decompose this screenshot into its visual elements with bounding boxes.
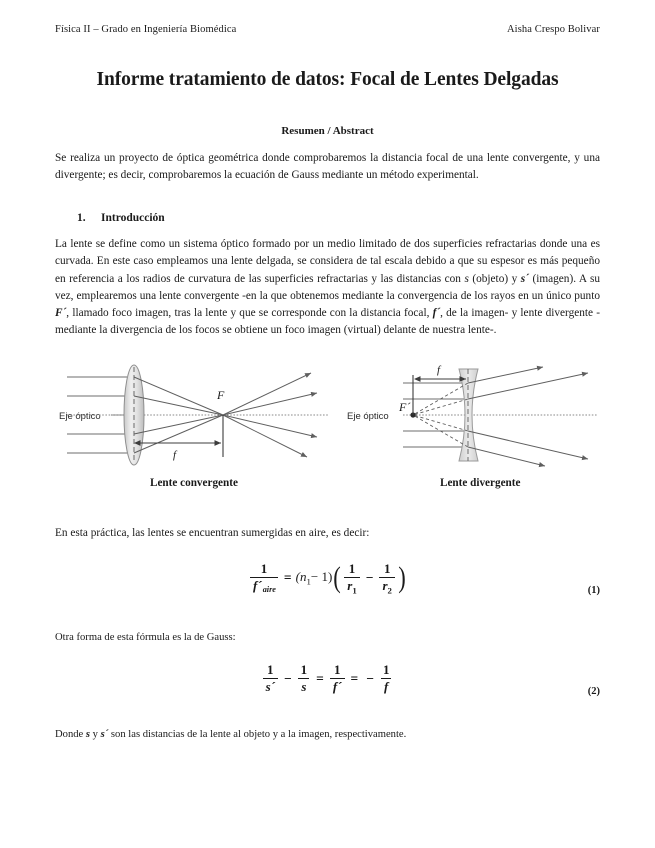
eq2-c-den: f´: [332, 679, 342, 695]
eq1-term2-fraction: $\frac{1}{r_2}$: [379, 561, 394, 596]
intro-text-2: (objeto) y: [468, 272, 521, 285]
virtual-ray-extensions: [413, 383, 468, 447]
equation2-lead: Otra forma de esta fórmula es la de Gauss:: [55, 632, 236, 644]
symbol-s-prime: s´: [520, 272, 529, 285]
closing-text-2: y: [90, 729, 101, 741]
symbol-f-prime: f´: [432, 306, 441, 319]
eq2-a-den: s´: [265, 679, 275, 695]
eq2-negative-sign: −: [366, 670, 374, 686]
symbol-s: s: [464, 272, 469, 285]
figure-convergent-lens: [55, 361, 333, 471]
eq2-term-c: $\frac{1}{f´}$: [330, 662, 345, 695]
eq2-term-d: $\frac{1}{f}$: [382, 662, 390, 695]
section-number: 1.: [77, 212, 86, 225]
closing-note: [55, 729, 600, 740]
abstract-body: Se realiza un proyecto de óptica geométrica donde comprobaremos la distancia focal de una lente convergente, y una divergente; es decir, comprobaremos la ecuación de Gauss mediante un método experimental.: [55, 152, 600, 182]
outgoing-rays-right: [468, 367, 588, 466]
eq2-equals-2: =: [350, 670, 359, 686]
eq2-d-den: f: [384, 679, 389, 695]
intro-text-5: , de la imagen- y lente divergente -mediante la divergencia de los focos se obtiene un foco imagen (virtual) delante de nuestra lente-.: [55, 306, 600, 337]
section-heading-introduccion: [77, 212, 600, 224]
eq2-equals-1: =: [316, 670, 324, 686]
equation1-row: [55, 560, 600, 602]
focus-label-right: F´: [399, 400, 411, 415]
introduction-paragraph: [55, 236, 600, 339]
eq1-factor-rest: − 1): [310, 569, 333, 585]
equation1-body: [55, 560, 600, 595]
intro-text-3: (imagen). A su vez, emplearemos una lente convergente -en la que obtenemos mediante la convergencia de los rayos en un único punto: [55, 272, 600, 302]
section-title: Introducción: [101, 212, 165, 225]
eq2-b-den: s: [301, 679, 307, 695]
closing-symbol-s: s: [85, 729, 91, 741]
eq2-term-a: $\frac{1}{s´}$: [263, 662, 278, 695]
focal-label-left: f: [173, 449, 177, 462]
caption-divergent: Lente divergente: [440, 477, 521, 490]
equation2-number: (2): [587, 686, 600, 698]
closing-symbol-s-prime: s´: [100, 729, 109, 741]
eq2-minus-1: −: [283, 670, 292, 686]
eq2-term-b: $\frac{1}{s}$: [298, 662, 311, 695]
eq1-minus: −: [365, 569, 374, 585]
eq1-lhs-den: f´: [253, 578, 262, 594]
eq1-lhs-fraction: $\frac{1}{\text{f´aire}}$: [250, 561, 278, 594]
intro-text-1: La lente se define como un sistema óptico formado por un medio limitado de dos superficies refractarias donde una es curvada. En este caso empleamos una lente delgada, se considera de tal escala debido a que su espesor es más pequeño en referencia a los radios de curvatura de las superficies refractarias y las distancias con: [55, 238, 600, 285]
figure-divergent-lens: [345, 361, 600, 471]
eq1-paren-open: (: [333, 561, 342, 595]
intro-text-4: , llamado foco imagen, tras la lente y que se corresponde con la distancia focal,: [66, 306, 433, 319]
axis-label-left: Eje óptico: [59, 411, 101, 423]
closing-text-1: Donde: [55, 729, 86, 741]
eq1-paren-close: ): [398, 561, 406, 595]
focal-label-right: f: [437, 364, 441, 377]
eq1-t2-den-sub: 2: [387, 585, 392, 596]
equation1-lead: En esta práctica, las lentes se encuentran sumergidas en aire, es decir:: [55, 527, 370, 540]
figure-group-lenses: [55, 361, 600, 471]
eq1-t1-den-sub: 1: [352, 585, 357, 596]
eq1-factor: (n: [295, 569, 307, 585]
running-header: [55, 0, 600, 35]
equation2-body: [55, 661, 600, 698]
eq1-lhs-den-sub: aire: [262, 585, 276, 595]
eq1-t1-den: r: [347, 577, 353, 593]
eq1-factor-sub: 1: [306, 576, 311, 587]
equation2-row: [55, 661, 600, 703]
page-title: Informe tratamiento de datos: Focal de Lentes Delgadas: [96, 69, 559, 90]
header-author: Aisha Crespo Bolivar: [507, 24, 600, 35]
eq1-equals: =: [283, 569, 292, 585]
abstract-heading: Resumen / Abstract: [281, 125, 374, 137]
page-content: [55, 0, 600, 740]
symbol-F-prime: F´: [55, 306, 67, 319]
eq1-t2-den: r: [382, 577, 388, 593]
caption-convergent: Lente convergente: [150, 477, 238, 490]
eq1-term1-fraction: $\frac{1}{r_1}$: [344, 561, 359, 596]
closing-text-3: son las distancias de la lente al objeto y a la imagen, respectivamente.: [108, 729, 407, 741]
equation1-number: (1): [587, 585, 600, 597]
focus-label-left: F: [217, 388, 225, 403]
axis-label-right: Eje óptico: [347, 411, 389, 423]
header-course: Física II – Grado en Ingeniería Biomédica: [55, 24, 237, 35]
figure-captions: [55, 477, 600, 495]
